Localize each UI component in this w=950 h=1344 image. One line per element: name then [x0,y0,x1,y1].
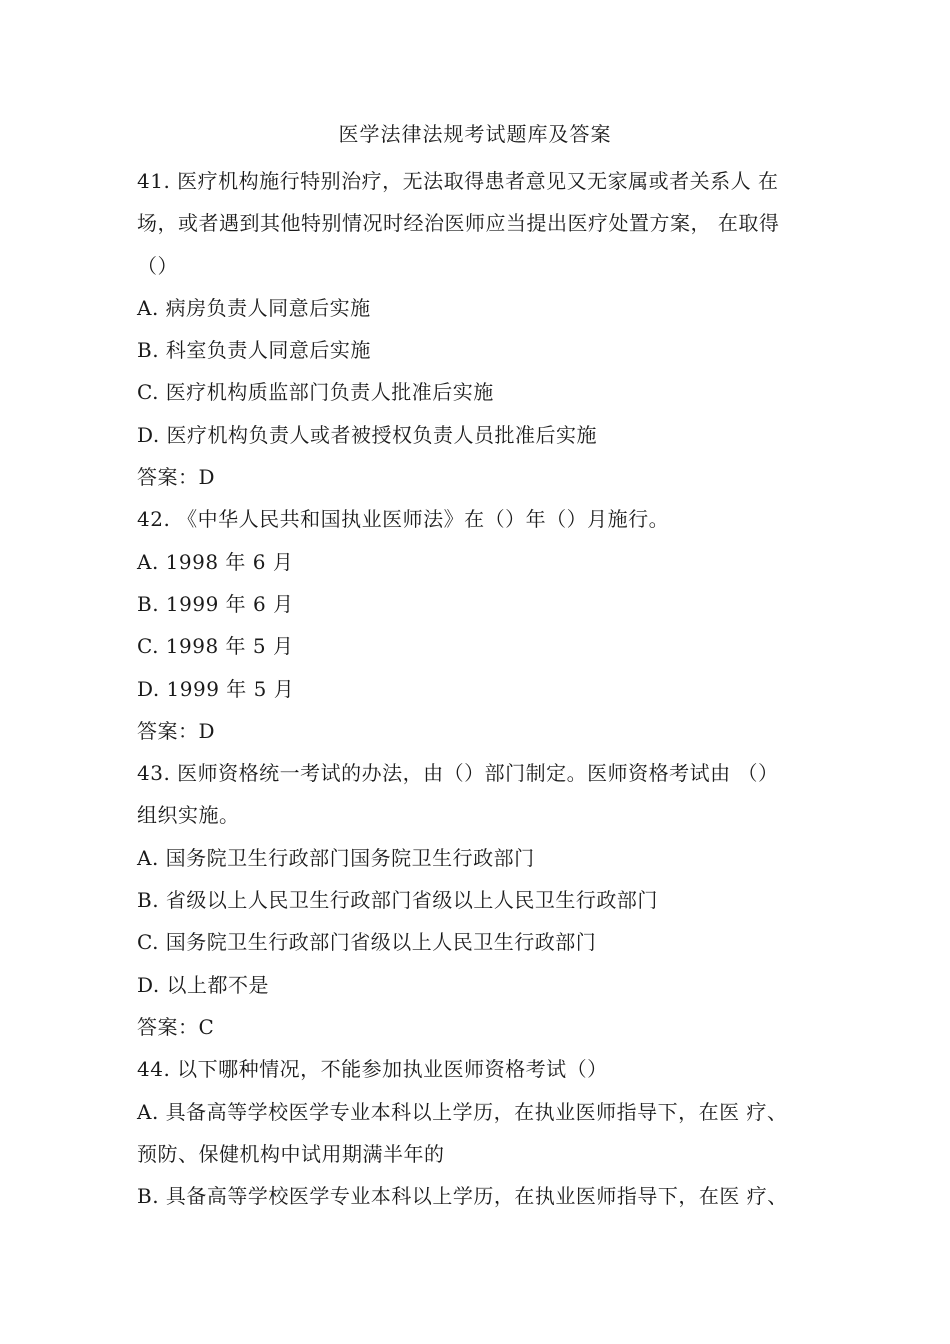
q43-stem-line-2: 组织实施。 [137,803,240,828]
document-title: 医学法律法规考试题库及答案 [338,122,612,146]
q44-option-b-line-1: B. 具备高等学校医学专业本科以上学历，在执业医师指导下，在医 疗、 [137,1184,788,1209]
q44-option-a-line-1: A. 具备高等学校医学专业本科以上学历，在执业医师指导下，在医 疗、 [137,1099,788,1124]
q41-option-c: C. 医疗机构质监部门负责人批准后实施 [137,380,494,405]
q43-option-d: D. 以上都不是 [137,972,270,997]
q42-option-c: C. 1998 年 5 月 [137,634,294,659]
q44-stem: 44. 以下哪种情况，不能参加执业医师资格考试（） [137,1057,608,1082]
q43-option-b: B. 省级以上人民卫生行政部门省级以上人民卫生行政部门 [137,888,658,913]
q43-stem-line-1: 43. 医师资格统一考试的办法，由（）部门制定。医师资格考试由 （） [137,761,779,786]
q41-option-d: D. 医疗机构负责人或者被授权负责人员批准后实施 [137,422,598,447]
q43-option-a: A. 国务院卫生行政部门国务院卫生行政部门 [137,845,535,870]
q41-stem-line-3: （） [137,253,178,278]
q43-option-c: C. 国务院卫生行政部门省级以上人民卫生行政部门 [137,930,597,955]
q42-answer: 答案：D [137,718,216,743]
q42-option-d: D. 1999 年 5 月 [137,676,295,701]
q41-option-b: B. 科室负责人同意后实施 [137,338,371,363]
q41-stem-line-2: 场，或者遇到其他特别情况时经治医师应当提出医疗处置方案， 在取得 [137,211,780,236]
q44-option-a-line-2: 预防、保健机构中试用期满半年的 [137,1141,445,1166]
q42-option-a: A. 1998 年 6 月 [137,549,294,574]
q41-stem-line-1: 41. 医疗机构施行特别治疗，无法取得患者意见又无家属或者关系人 在 [137,169,779,193]
q42-option-b: B. 1999 年 6 月 [137,591,294,616]
q42-stem: 42. 《中华人民共和国执业医师法》在（）年（）月施行。 [137,507,670,532]
q41-option-a: A. 病房负责人同意后实施 [137,295,371,320]
q43-answer: 答案：C [137,1014,215,1039]
document-body [137,160,817,1217]
q41-answer: 答案：D [137,465,216,490]
